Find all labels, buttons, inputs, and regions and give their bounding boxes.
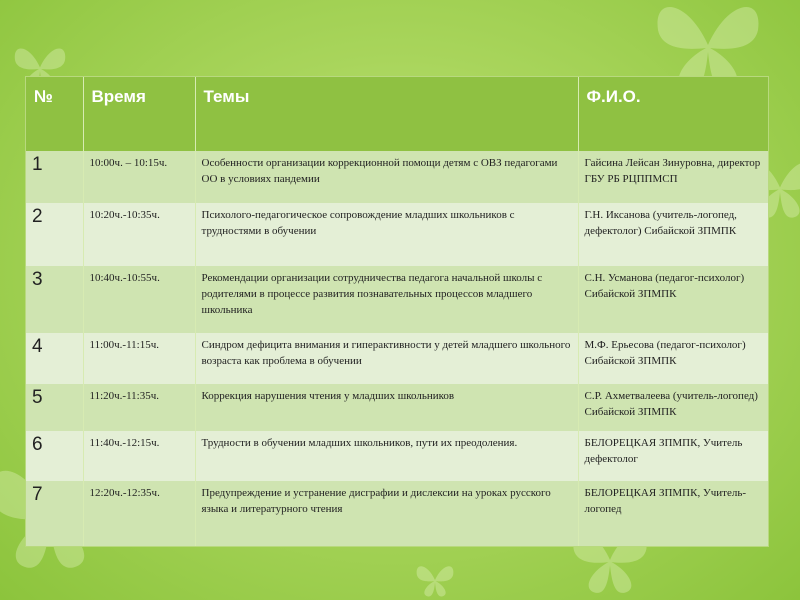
table-row — [26, 203, 768, 266]
row-number: 2 — [26, 203, 83, 266]
schedule-table — [25, 76, 769, 547]
table-row — [26, 151, 768, 203]
row-person: С.Р. Ахметвалеева (учитель-логопед) Сибайской ЗПМПК — [584, 390, 758, 418]
row-number: 6 — [26, 431, 83, 481]
row-person: С.Н. Усманова (педагог-психолог) Сибайской ЗПМПК — [584, 272, 745, 300]
row-number: 4 — [26, 333, 83, 384]
butterfly-icon — [400, 560, 470, 600]
header-name: Ф.И.О. — [586, 87, 641, 106]
row-number: 1 — [26, 151, 83, 203]
table-row — [26, 266, 768, 333]
row-person: Г.Н. Иксанова (учитель-логопед, дефектолог) Сибайской ЗПМПК — [584, 209, 737, 237]
header-topics: Темы — [195, 77, 578, 151]
table-row — [26, 431, 768, 481]
row-topic: Трудности в обучении младших школьников, пути их преодоления. — [195, 431, 578, 481]
row-topic: Коррекция нарушения чтения у младших школьников — [195, 384, 578, 431]
row-person: Гайсина Лейсан Зинуровна, директор ГБУ РБ РЦППМСП — [584, 157, 761, 185]
row-person: БЕЛОРЕЦКАЯ ЗПМПК, Учитель дефектолог — [584, 437, 743, 465]
table-row — [26, 384, 768, 431]
row-time: 12:20ч.-12:35ч. — [83, 481, 195, 546]
row-person: БЕЛОРЕЦКАЯ ЗПМПК, Учитель-логопед — [584, 487, 747, 515]
row-topic: Рекомендации организации сотрудничества педагога начальной школы с родителями в процессе развития познавательных процессов младшего школьника — [195, 266, 578, 333]
row-time: 11:00ч.-11:15ч. — [83, 333, 195, 384]
row-time: 11:40ч.-12:15ч. — [83, 431, 195, 481]
row-number: 3 — [26, 266, 83, 333]
row-time: 10:20ч.-10:35ч. — [83, 203, 195, 266]
row-number: 7 — [26, 481, 83, 546]
row-time: 11:20ч.-11:35ч. — [83, 384, 195, 431]
table-header-row — [26, 77, 768, 151]
row-number: 5 — [26, 384, 83, 431]
row-topic: Предупреждение и устранение дисграфии и дислексии на уроках русского языка и литературного чтения — [195, 481, 578, 546]
header-number: № — [26, 77, 83, 151]
row-person: М.Ф. Ерьесова (педагог-психолог) Сибайской ЗПМПК — [584, 339, 746, 367]
table-row — [26, 481, 768, 546]
row-topic: Синдром дефицита внимания и гиперактивности у детей младшего школьного возраста как проблема в обучении — [195, 333, 578, 384]
row-topic: Психолого-педагогическое сопровождение младших школьников с трудностями в обучении — [195, 203, 578, 266]
table-row — [26, 333, 768, 384]
row-time: 10:40ч.-10:55ч. — [83, 266, 195, 333]
row-topic: Особенности организации коррекционной помощи детям с ОВЗ педагогами ОО в условиях пандемии — [195, 151, 578, 203]
row-time: 10:00ч. – 10:15ч. — [83, 151, 195, 203]
header-time: Время — [83, 77, 195, 151]
